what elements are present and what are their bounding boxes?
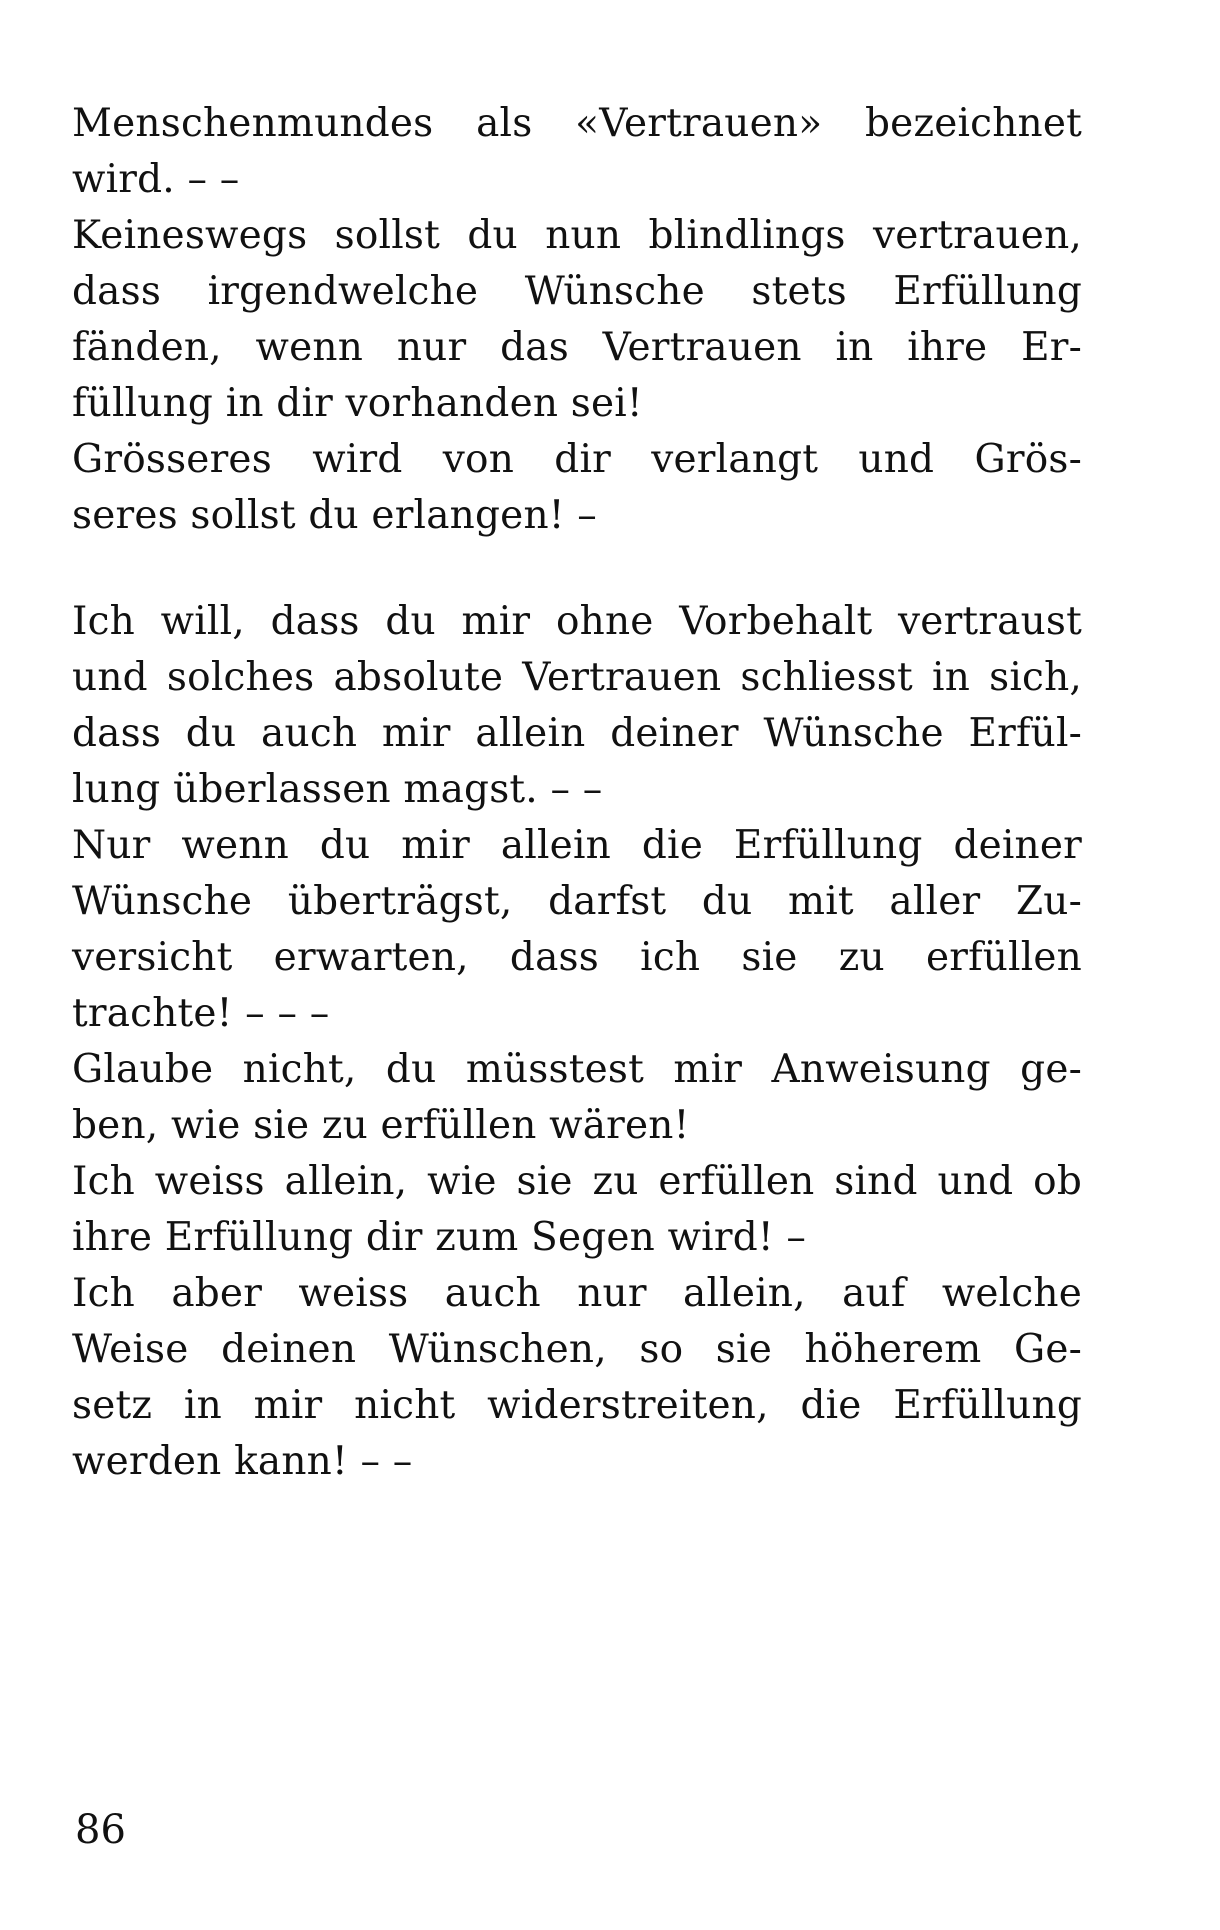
text-line: Wünsche überträgst, darfst du mit aller Zu- — [72, 879, 1082, 924]
text-line: fänden, wenn nur das Vertrauen in ihre Er- — [72, 325, 1082, 370]
text-line: Grösseres wird von dir verlangt und Grös- — [72, 437, 1082, 482]
text-line: Ich aber weiss auch nur allein, auf welche — [72, 1271, 1082, 1316]
text-line: Menschenmundes als «Vertrauen» bezeichnet — [72, 101, 1082, 146]
text-line: ben, wie sie zu erfüllen wären! — [72, 1103, 690, 1148]
text-line: setz in mir nicht widerstreiten, die Erfüllung — [72, 1383, 1082, 1428]
text-line: Ich weiss allein, wie sie zu erfüllen sind und ob — [72, 1159, 1082, 1204]
text-line: versicht erwarten, dass ich sie zu erfüllen — [72, 935, 1082, 980]
text-line: trachte! – – – — [72, 991, 330, 1036]
text-line: lung überlassen magst. – – — [72, 767, 603, 812]
text-line: und solches absolute Vertrauen schliesst in sich, — [72, 655, 1082, 700]
text-line: seres sollst du erlangen! – — [72, 493, 597, 538]
text-line: Ich will, dass du mir ohne Vorbehalt vertraust — [72, 599, 1082, 644]
text-line: Keineswegs sollst du nun blindlings vertrauen, — [72, 213, 1082, 258]
text-line: Glaube nicht, du müsstest mir Anweisung ge- — [72, 1047, 1082, 1092]
text-line: werden kann! – – — [72, 1439, 413, 1484]
text-line: dass du auch mir allein deiner Wünsche Erfül- — [72, 711, 1082, 756]
text-line: ihre Erfüllung dir zum Segen wird! – — [72, 1215, 807, 1260]
text-line: wird. – – — [72, 157, 240, 202]
text-line: Weise deinen Wünschen, so sie höherem Ge- — [72, 1327, 1082, 1372]
page-number: 86 — [75, 1807, 126, 1853]
text-line: dass irgendwelche Wünsche stets Erfüllung — [72, 269, 1082, 314]
text-line: füllung in dir vorhanden sei! — [72, 381, 643, 426]
text-line: Nur wenn du mir allein die Erfüllung deiner — [72, 823, 1082, 868]
